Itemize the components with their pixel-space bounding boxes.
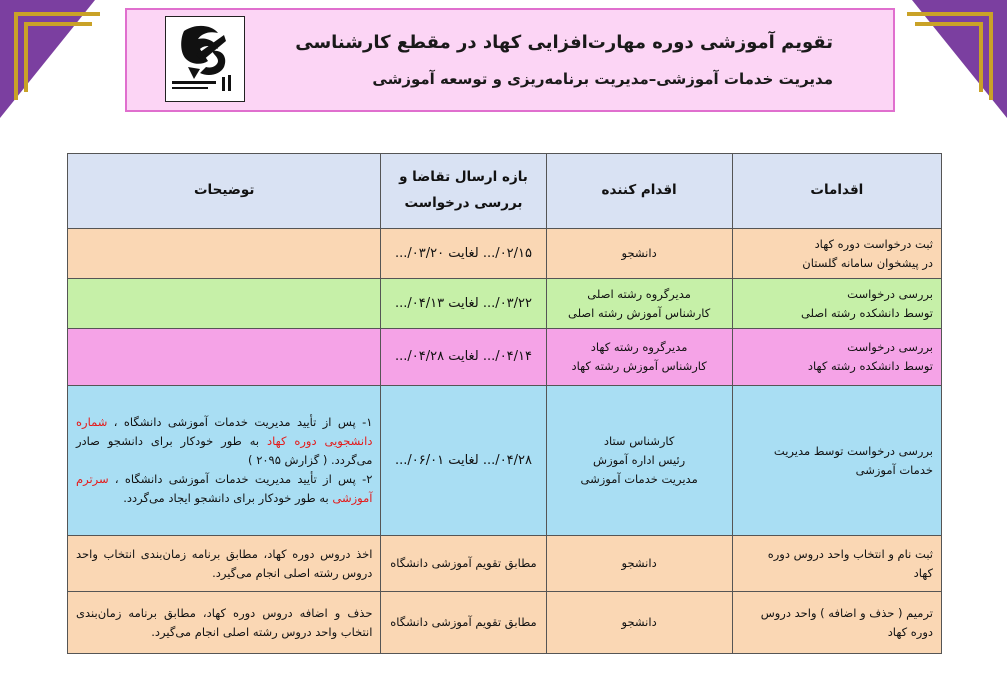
actor-text: مدیرگروه رشته اصلی bbox=[587, 286, 691, 301]
actor-cell bbox=[546, 329, 732, 386]
actor-text: کارشناس آموزش رشته کهاد bbox=[571, 359, 707, 373]
table-row bbox=[68, 536, 942, 592]
table-row bbox=[68, 279, 942, 329]
action-text: توسط دانشکده رشته اصلی bbox=[800, 305, 933, 320]
action-cell bbox=[732, 229, 941, 279]
notes-text: ۲- پس از تأیید مدیریت خدمات آموزشی دانشگاه ، bbox=[114, 471, 373, 486]
actor-cell bbox=[546, 592, 732, 654]
period-cell bbox=[381, 229, 546, 279]
action-text: دوره کهاد bbox=[887, 624, 933, 639]
action-cell bbox=[732, 592, 941, 654]
period-text: ۰۴/۲۸/... لغایت ۰۶/۰۱/... bbox=[394, 452, 532, 468]
table-header-row bbox=[68, 154, 942, 229]
notes-paragraph bbox=[76, 470, 372, 508]
notes-text: به طور خودکار برای دانشجو صادر می‌گردد. ( گزارش ۲۰۹۵ ) bbox=[76, 434, 373, 468]
action-text: خدمات آموزشی bbox=[855, 462, 933, 477]
action-text: ترمیم ( حذف و اضافه ) واحد دروس bbox=[760, 605, 933, 620]
table-row bbox=[68, 386, 942, 536]
notes-text: حذف و اضافه دروس دوره کهاد، مطابق برنامه زمان‌بندی انتخاب واحد دروس رشته اصلی انجام می‌گیرد. bbox=[76, 605, 373, 639]
action-text: در پیشخوان سامانه گلستان bbox=[802, 255, 933, 270]
corner-ornament-left bbox=[0, 0, 120, 125]
notes-cell bbox=[68, 329, 381, 386]
actor-text: مدیرگروه رشته کهاد bbox=[590, 340, 688, 355]
notes-cell bbox=[68, 279, 381, 329]
notes-cell bbox=[68, 592, 381, 654]
period-text: ۰۴/۱۴/... لغایت ۰۴/۲۸/... bbox=[394, 349, 532, 365]
notes-text: اخذ دروس دوره کهاد، مطابق برنامه زمان‌بندی انتخاب واحد دروس رشته اصلی انجام می‌گیرد. bbox=[76, 546, 373, 580]
period-text: مطابق تقویم آموزشی دانشگاه bbox=[390, 615, 537, 630]
page-subtitle: مدیریت خدمات آموزشی–مدیریت برنامه‌ریزی و توسعه آموزشی bbox=[372, 70, 833, 88]
actor-text: کارشناس ستاد bbox=[603, 434, 675, 449]
notes-cell bbox=[68, 536, 381, 592]
actor-text: رئیس اداره آموزش bbox=[593, 453, 686, 468]
page-title: تقویم آموزشی دوره مهارت‌افزایی کهاد در مقطع کارشناسی bbox=[295, 32, 833, 53]
action-text: ثبت نام و انتخاب واحد دروس دوره bbox=[767, 546, 933, 561]
action-cell bbox=[732, 279, 941, 329]
table-row bbox=[68, 592, 942, 654]
action-text: بررسی درخواست bbox=[847, 340, 933, 355]
table-row bbox=[68, 229, 942, 279]
action-text: ثبت درخواست دوره کهاد bbox=[814, 236, 933, 251]
actor-cell bbox=[546, 536, 732, 592]
notes-highlight: سرترم آموزشی bbox=[76, 471, 373, 505]
schedule-table bbox=[67, 153, 942, 654]
corner-ornament-right bbox=[887, 0, 1007, 125]
period-cell bbox=[381, 329, 546, 386]
column-header-actor: اقدام کننده bbox=[546, 154, 732, 229]
actor-cell bbox=[546, 279, 732, 329]
action-cell bbox=[732, 386, 941, 536]
period-text: ۰۲/۱۵/... لغایت ۰۳/۲۰/... bbox=[394, 245, 532, 261]
action-cell bbox=[732, 329, 941, 386]
period-cell bbox=[381, 279, 546, 329]
action-text: بررسی درخواست توسط مدیریت bbox=[773, 443, 933, 458]
column-header-notes: توضیحات bbox=[68, 154, 381, 229]
column-header-actions: اقدامات bbox=[732, 154, 941, 229]
actor-cell bbox=[546, 386, 732, 536]
period-cell bbox=[381, 536, 546, 592]
header-banner bbox=[125, 8, 895, 112]
notes-text: به طور خودکار برای دانشجو ایجاد می‌گردد. bbox=[123, 490, 329, 505]
period-text: ۰۳/۲۲/... لغایت ۰۴/۱۳/... bbox=[394, 295, 532, 311]
notes-text: ۱- پس از تأیید مدیریت خدمات آموزشی دانشگاه ، bbox=[113, 415, 373, 430]
action-text: بررسی درخواست bbox=[847, 286, 933, 301]
actor-text: مدیریت خدمات آموزشی bbox=[580, 471, 698, 486]
period-text: مطابق تقویم آموزشی دانشگاه bbox=[390, 556, 537, 571]
actor-text: دانشجو bbox=[621, 556, 657, 571]
column-header-period: بازه ارسال تقاضا و بررسی درخواست bbox=[381, 154, 546, 229]
action-cell bbox=[732, 536, 941, 592]
actor-text: کارشناس آموزش رشته اصلی bbox=[568, 305, 711, 320]
action-text: توسط دانشکده رشته کهاد bbox=[807, 359, 933, 373]
notes-highlight: شماره دانشجویی دوره کهاد bbox=[76, 415, 373, 449]
actor-text: دانشجو bbox=[621, 246, 657, 261]
notes-cell bbox=[68, 229, 381, 279]
actor-text: دانشجو bbox=[621, 615, 657, 630]
action-text: کهاد bbox=[913, 565, 933, 580]
actor-cell bbox=[546, 229, 732, 279]
period-cell bbox=[381, 386, 546, 536]
period-cell bbox=[381, 592, 546, 654]
notes-paragraph bbox=[76, 413, 372, 470]
notes-cell bbox=[68, 386, 381, 536]
table-row bbox=[68, 329, 942, 386]
university-logo bbox=[165, 16, 245, 102]
